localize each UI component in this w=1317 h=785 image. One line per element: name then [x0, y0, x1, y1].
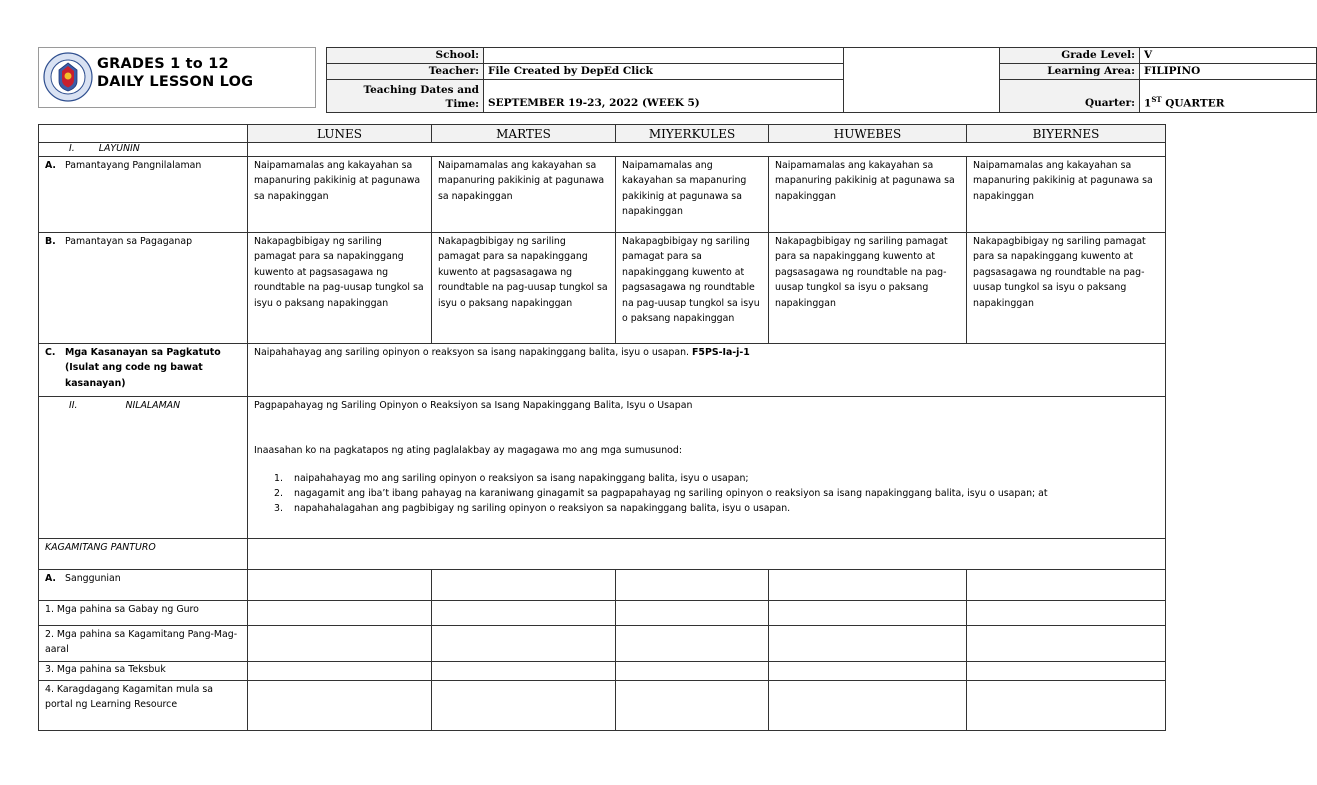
school-label: School:: [327, 48, 484, 64]
ref-kagamitang-mag-aaral-label: 2. Mga pahina sa Kagamitang Pang-Mag-aaral: [39, 626, 248, 662]
row-b-miyerkules[interactable]: Nakapagbibigay ng sariling pamagat para sa napakinggang kuwento at pagsasagawa ng roundtable na pag-uusap tungkol sa isyu o paksang napakinggan: [616, 233, 769, 344]
log-title-line1: GRADES 1 to 12: [97, 56, 229, 72]
table-row: [39, 601, 1166, 626]
ref-teksbuk-label: 3. Mga pahina sa Teksbuk: [39, 662, 248, 681]
pamantayang-pangnilalaman-row: [39, 157, 1166, 233]
row-b-label: B. Pamantayan sa Pagaganap: [39, 233, 248, 344]
row-a-biyernes[interactable]: Naipamamalas ang kakayahan sa mapanuring pakikinig at pagunawa sa napakinggan: [967, 157, 1166, 233]
day-header-huwebes: HUWEBES: [769, 125, 967, 143]
day-header-martes: MARTES: [432, 125, 616, 143]
ref-karagdagang-kagamitan-label: 4. Karagdagang Kagamitan mula sa portal ng Learning Resource: [39, 681, 248, 731]
teaching-dates-value[interactable]: SEPTEMBER 19-23, 2022 (WEEK 5): [484, 80, 844, 113]
table-row: [39, 681, 1166, 731]
grade-level-value[interactable]: V: [1140, 48, 1317, 64]
row-b-biyernes[interactable]: Nakapagbibigay ng sariling pamagat para sa napakinggang kuwento at pagsasagawa ng roundtable na pag-uusap tungkol sa isyu o paksang napakinggan: [967, 233, 1166, 344]
list-item: 1. naipahahayag mo ang sariling opinyon o reaksiyon sa isang napakinggang balita, isyu o usapan;: [274, 472, 749, 484]
nilalaman-title: Pagpapahayag ng Sariling Opinyon o Reaksiyon sa Isang Napakinggang Balita, Isyu o Usapan: [254, 400, 693, 411]
sanggunian-label: A. Sanggunian: [39, 570, 248, 601]
kagamitan-heading: KAGAMITANG PANTURO: [39, 539, 248, 570]
sanggunian-row: [39, 570, 1166, 601]
row-b-martes[interactable]: Nakapagbibigay ng sariling pamagat para sa napakinggang kuwento at pagsasagawa ng roundtable na pag-uusap tungkol sa isyu o paksang napakinggan: [432, 233, 616, 344]
row-a-martes[interactable]: Naipamamalas ang kakayahan sa mapanuring pakikinig at pagunawa sa napakinggan: [432, 157, 616, 233]
row-c-label: C. Mga Kasanayan sa Pagkatuto (Isulat ang code ng bawat kasanayan): [39, 344, 248, 397]
header-logo-box: [38, 47, 316, 108]
lesson-log-table: [38, 124, 1166, 731]
nilalaman-row: [39, 397, 1166, 539]
list-item: 3. napahahalagahan ang pagbibigay ng sariling opinyon o reaksiyon sa napakinggang balita, isyu o usapan.: [274, 502, 791, 514]
teacher-value[interactable]: File Created by DepEd Click: [484, 64, 844, 80]
header-info-table: [326, 47, 1317, 113]
day-header-miyerkules: MIYERKULES: [616, 125, 769, 143]
row-a-huwebes[interactable]: Naipamamalas ang kakayahan sa mapanuring pakikinig at pagunawa sa napakinggan: [769, 157, 967, 233]
list-item: 2. nagagamit ang iba’t ibang pahayag na karaniwang ginagamit sa pagpapahayag ng sariling opinyon o reaksiyon sa isang napakinggang balita, isyu o usapan; at: [274, 487, 1048, 499]
quarter-value[interactable]: 1ST QUARTER: [1140, 80, 1317, 113]
row-c-competency[interactable]: Naipahahayag ang sariling opinyon o reaksyon sa isang napakinggang balita, isyu o usapan. F5PS-Ia-j-1: [248, 344, 1166, 397]
objectives-list: [254, 471, 1159, 516]
table-row: [39, 662, 1166, 681]
teaching-dates-label: Teaching Dates and Time:: [327, 80, 484, 113]
nilalaman-intro: Inaasahan ko na pagkatapos ng ating paglalakbay ay magagawa mo ang mga sumusunod:: [254, 445, 683, 457]
row-b-lunes[interactable]: Nakapagbibigay ng sariling pamagat para sa napakinggang kuwento at pagsasagawa ng roundtable na pag-uusap tungkol sa isyu o paksang napakinggan: [248, 233, 432, 344]
quarter-label: Quarter:: [1000, 80, 1140, 113]
row-a-miyerkules[interactable]: Naipamamalas ang kakayahan sa mapanuring pakikinig at pagunawa sa napakinggan: [616, 157, 769, 233]
table-row: [39, 626, 1166, 662]
learning-area-label: Learning Area:: [1000, 64, 1140, 80]
school-value[interactable]: [484, 48, 844, 64]
nilalaman-content[interactable]: [248, 397, 1166, 539]
ref-gabay-guro-label: 1. Mga pahina sa Gabay ng Guro: [39, 601, 248, 626]
deped-seal-icon: [43, 52, 93, 102]
row-a-label: A. Pamantayang Pangnilalaman: [39, 157, 248, 233]
teacher-label: Teacher:: [327, 64, 484, 80]
learning-area-value[interactable]: FILIPINO: [1140, 64, 1317, 80]
row-a-lunes[interactable]: Naipamamalas ang kakayahan sa mapanuring pakikinig at pagunawa sa napakinggan: [248, 157, 432, 233]
kagamitang-panturo-row: [39, 539, 1166, 570]
layunin-row: [39, 143, 1166, 157]
mga-kasanayan-row: [39, 344, 1166, 397]
day-header-row: [39, 125, 1166, 143]
layunin-heading: I. LAYUNIN: [39, 143, 248, 157]
day-header-biyernes: BIYERNES: [967, 125, 1166, 143]
row-b-huwebes[interactable]: Nakapagbibigay ng sariling pamagat para sa napakinggang kuwento at pagsasagawa ng roundtable na pag-uusap tungkol sa isyu o paksang napakinggan: [769, 233, 967, 344]
grade-level-label: Grade Level:: [1000, 48, 1140, 64]
log-title-line2: DAILY LESSON LOG: [97, 74, 254, 90]
competency-code: F5PS-Ia-j-1: [692, 347, 750, 358]
pamantayan-sa-pagaganap-row: [39, 233, 1166, 344]
day-header-lunes: LUNES: [248, 125, 432, 143]
nilalaman-heading: II. NILALAMAN: [39, 397, 248, 539]
